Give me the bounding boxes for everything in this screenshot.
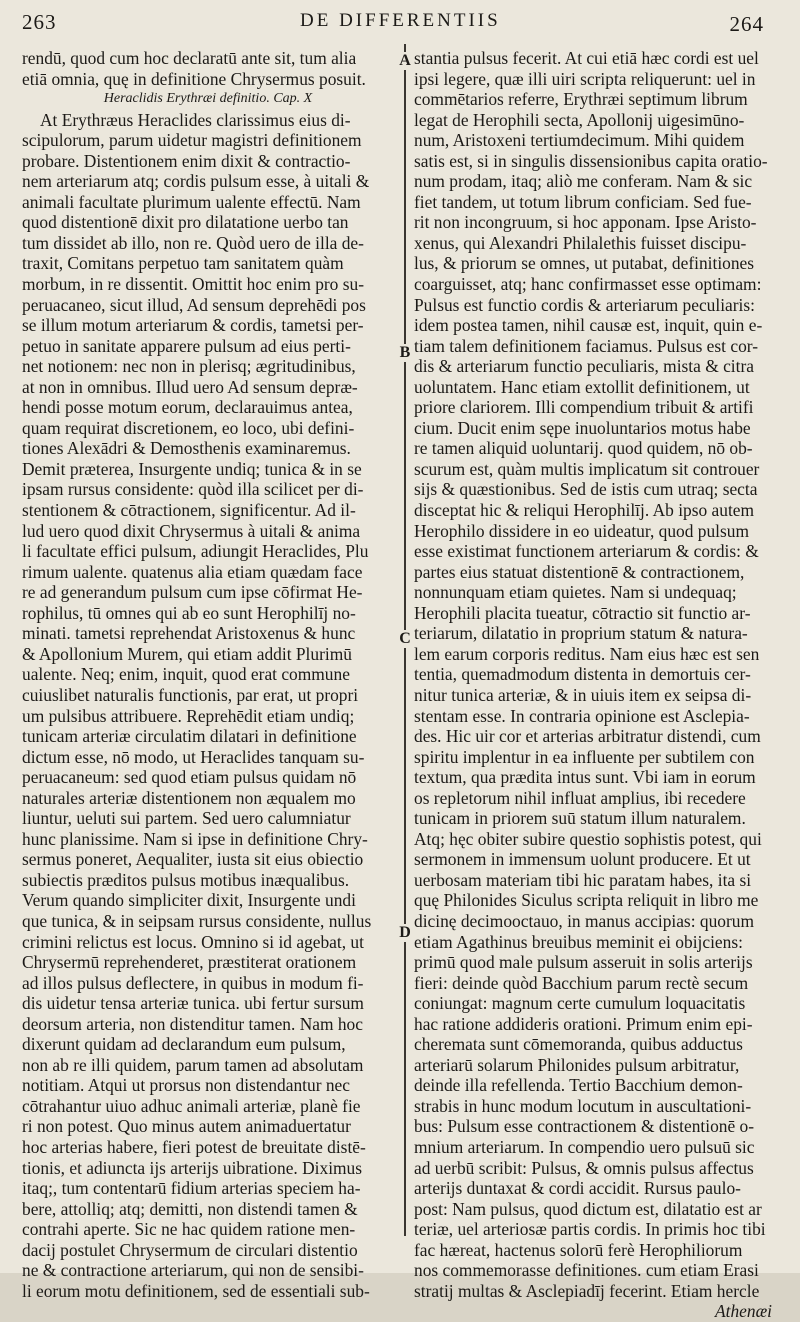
text-line: cium. Ducit enim sępe inuoluntarios motus habe [414, 417, 751, 438]
text-line: animali facultate plurimum ualente effectū. Nam [22, 191, 361, 212]
page-number-right: 264 [729, 12, 764, 36]
text-line: hac ratione addideris orationi. Primum enim epi- [414, 1013, 753, 1034]
text-line: lem earum corporis reditus. Nam eius hæc est sen [414, 643, 760, 664]
text-line: strabis in hunc modum locutum in auscultationi- [414, 1095, 752, 1116]
text-line: Herophilo dissidere in eo uideatur, quod pulsum [414, 520, 749, 541]
text-line: post: Nam pulsus, quod dictum est, dilatatio est ar [414, 1198, 762, 1219]
text-line: subiectis præditos pulsus motibus inæqualibus. [22, 869, 350, 890]
text-line: re ad generandum pulsum cum ipse cōfirmat He- [22, 582, 363, 603]
text-line: commētarios referre, Erythræi septimum librum [414, 89, 748, 110]
text-line: arterijs duntaxat & cordi accidit. Rursus paulo- [414, 1178, 741, 1199]
text-line: traxit, Comitans perpetuo tam sanitatem quàm [22, 253, 344, 274]
text-line: tunicam arteriæ circulatim dilatari in definitione [22, 726, 357, 747]
left-column [22, 48, 394, 1301]
text-line: non ab re illi quidem, parum tamen ad absolutam [22, 1054, 364, 1075]
text-line: li facultate effici pulsum, adiungit Heraclides, Plu [22, 541, 369, 562]
text-line: Atq; hęc obiter subire questio sophistis potest, qui [414, 828, 762, 849]
text-line: peruacaneo, sicut illud, Ad sensum deprehēdi pos [22, 294, 366, 315]
text-line: hendi posse motum eorum, declarauimus antea, [22, 397, 353, 418]
text-line: rendū, quod cum hoc declaratū ante sit, tum alia [22, 48, 357, 68]
text-line: tionis, et adiuncta ijs arterijs uibratione. Diximus [22, 1157, 363, 1178]
text-line: rit non incongruum, si hoc apponam. Ipse Aristo- [414, 212, 757, 233]
text-line: etiā omnia, quę in definitione Chrysermus posuit. [22, 68, 366, 89]
text-line: dacij postulet Chrysermum de circulari distentio [22, 1239, 358, 1260]
margin-letter-b: B [396, 344, 414, 362]
text-line: nonnunquam etiam quietes. Nam si undequaq; [414, 582, 737, 603]
text-line: lus, & priorum se omnes, ut putabat, definitiones [414, 253, 755, 274]
text-line: stentionem & cōtractionem, significentur. Ad il- [22, 500, 356, 521]
text-line: crimini relictus est locus. Omnino si id agebat, ut [22, 931, 364, 952]
text-line: contrahi aperte. Sic ne hac quidem ratione men- [22, 1219, 356, 1240]
text-line: spiritu implentur in ea influente per subtilem con [414, 746, 755, 767]
text-line: disceptat hic & reliqui Herophilīj. Ab ipso autem [414, 500, 755, 521]
text-line: rophilus, tū omnes qui ab eo sunt Herophilīj no- [22, 602, 356, 623]
text-line: tunicam in priorem suū statum illum naturalem. [414, 808, 746, 829]
text-line: tentia, quemadmodum distenta in demortuis cer- [414, 664, 751, 685]
text-line: nem arteriarum atq; cordis pulsum esse, à uitali & [22, 171, 370, 192]
text-line: re tamen aliquid uoluntarij. quod quidem, nō ob- [414, 438, 753, 459]
text-line: deinde illa refellenda. Tertio Bacchium demon- [414, 1075, 743, 1096]
text-line: tiones Alexādri & Demosthenis examinaremus. [22, 438, 351, 459]
text-line: num, Aristoxeni tertiumdecimum. Mihi quidem [414, 130, 745, 151]
text-line: probare. Distentionem enim dixit & contractio- [22, 150, 351, 171]
text-line: stratij multas & Asclepiadīj fecerint. Etiam hercle [414, 1280, 760, 1301]
text-line: Pulsus est functio cordis & arteriarum peculiaris: [414, 294, 755, 315]
text-line: teriarum, dilatatio in proprium statum & natura- [414, 623, 748, 644]
text-line: petuo in sanitate apparere pulsum ad eius perti- [22, 335, 351, 356]
text-line: liuntur, ueluti sui partem. Sed uero calumniatur [22, 808, 351, 829]
text-line: sermonem in immensum uolunt producere. Et ut [414, 849, 751, 870]
text-line: ri non potest. Quo minus autem animaduertatur [22, 1116, 351, 1137]
text-line: um pulsibus attribuere. Reprehēdit etiam undiq; [22, 705, 355, 726]
text-line: quam requirat discretionem, eo loco, ubi defini- [22, 417, 355, 438]
margin-letter-c: C [396, 630, 414, 648]
text-line: mnium arteriarum. In compendio uero pulsuū sic [414, 1136, 755, 1157]
text-line: bus: Pulsum esse contractionem & distentionē o- [414, 1116, 755, 1137]
text-line: li eorum motu definitionem, sed de essentiali sub- [22, 1280, 370, 1301]
text-line: lud uero quod dixit Chrysermus à uitali & anima [22, 520, 361, 541]
running-title: DE DIFFERENTIIS [300, 10, 501, 31]
text-line: teriæ, uel arteriosæ partis cordis. In primis hoc tibi [414, 1219, 766, 1240]
text-line: ipsi legere, quæ illi uiri scripta reliquerunt: uel in [414, 68, 756, 89]
text-line: peruacaneum: sed quod etiam pulsus quidam nō [22, 767, 357, 788]
text-line: uoluntatem. Hanc etiam extollit definitionem, ut [414, 376, 750, 397]
text-line: se illum motum arteriarum & cordis, tametsi per- [22, 315, 364, 336]
text-line: quę Philonides Siculus scripta reliquit in libro me [414, 890, 759, 911]
text-line: nitur tunica arteriæ, & in uiuis item ex seipsa di- [414, 684, 752, 705]
text-line: satis est, si in singulis dissensionibus capita oratio- [414, 150, 768, 171]
text-line: cōtrahantur uiuo adhuc animali arteriæ, planè fie [22, 1095, 361, 1116]
text-line: ne & contractione arteriarum, qui non de sensibi- [22, 1260, 364, 1281]
text-line: fieri: deinde quòd Bacchium parum rectè secum [414, 972, 749, 993]
text-line: Herophili placita tueatur, cōtractio sit functio ar- [414, 602, 751, 623]
text-line: At Erythræus Heraclides clarissimus eius di- [40, 109, 351, 130]
text-line: nos commemorasse definitiones. cum etiam Erasi [414, 1260, 759, 1281]
text-line: xenus, qui Alexandri Philalethis fuisset discipu- [414, 232, 747, 253]
text-line: dicinę decimooctauo, in manus accipias: quorum [414, 910, 754, 931]
text-line: notitiam. Atqui ut prorsus non distendantur nec [22, 1075, 350, 1096]
text-line: etiam Agathinus breuibus meminit ei obijciens: [414, 931, 743, 952]
text-line: des. Hic uir cor et arterias arbitratur distendi, cum [414, 726, 761, 747]
text-line: Demit præterea, Insurgente undiq; tunica & in se [22, 458, 362, 479]
text-line: coniungat: magnum certe cumulum loquacitatis [414, 993, 746, 1014]
text-line: ualente. Neq; enim, inquit, quod erat commune [22, 664, 350, 685]
text-line: quod distentionē dixit pro dilatatione uerbo tan [22, 212, 349, 233]
text-line: num prodam, itaq; aliò me conferam. Nam & sic [414, 171, 753, 192]
text-line: stantia pulsus fecerit. At cui etiā hæc cordi est uel [414, 48, 759, 68]
text-line: partes eius statuat distentionē & contractionem, [414, 561, 745, 582]
text-line: sermus poneret, Aequaliter, iusta sit eius obiectio [22, 849, 364, 870]
text-line: cuiuslibet naturalis functionis, par erat, ut propri [22, 684, 359, 705]
text-line: hunc planissime. Nam si ipse in definitione Chry- [22, 828, 368, 849]
margin-letter-d: D [396, 924, 414, 942]
text-line: ad illos pulsus deflectere, in quibus in modum fi- [22, 972, 364, 993]
page-header [0, 8, 800, 38]
text-line: rimum ualente. quatenus alia etiam quædam face [22, 561, 363, 582]
text-line: os repletorum nihil influat amplius, ibi recedere [414, 787, 746, 808]
text-line: itaq;, tum contentarū fidium arterias speciem ha- [22, 1178, 361, 1199]
text-line: Verum quando simpliciter dixit, Insurgente undi [22, 890, 356, 911]
text-line: legat de Herophili secta, Apollonij uigesimūno- [414, 109, 745, 130]
text-line: bere, attolliq; atq; demitti, non distendi tamen & [22, 1198, 358, 1219]
text-line: ad uerbū scribit: Pulsus, & omnis pulsus affectus [414, 1157, 754, 1178]
right-column [414, 48, 772, 1322]
text-line: que tunica, & in seipsam rursus considente, nullus [22, 910, 372, 931]
text-line: net notionem: nec non in plerisq; ægritudinibus, [22, 356, 356, 377]
text-line: cheremata sunt cōmemoranda, quibus adductus [414, 1034, 743, 1055]
text-line: hoc arterias habere, fieri potest de breuitate distē- [22, 1136, 366, 1157]
text-line: tiam talem definitionem faciamus. Pulsus est cor- [414, 335, 758, 356]
text-line: fiet tandem, ut totum librum conficiam. Sed fue- [414, 191, 752, 212]
text-line: dixerunt quidam ad declarandum eum pulsum, [22, 1034, 346, 1055]
text-line: uerbosam materiam tibi hic paratam habes, ita si [414, 869, 752, 890]
text-line: Chrysermū reprehenderet, præstiterat orationem [22, 952, 357, 973]
text-line: scurum est, quàm multis implicatum sit controuer [414, 458, 760, 479]
text-line: arteriarū solarum Philonides pulsum arbitratur, [414, 1054, 740, 1075]
text-line: ipsam rursus considente: quòd illa scilicet per di- [22, 479, 364, 500]
text-line: sijs & quæstionibus. Sed de istis cum utraq; secta [414, 479, 758, 500]
margin-letter-a: A [396, 52, 414, 70]
text-line: textum, qua prædita intus sunt. Vbi iam in eorum [414, 767, 756, 788]
text-line: dictum esse, nō modo, ut Heraclides tanquam su- [22, 746, 365, 767]
text-line: tum dissidet ab illo, non re. Quòd uero de illa de- [22, 232, 364, 253]
text-line: primū quod male pulsum asseruit in solis arterijs [414, 952, 753, 973]
text-line: stentam esse. In contraria opinione est Asclepia- [414, 705, 750, 726]
text-line: at non in omnibus. Illud uero Ad sensum depræ- [22, 376, 358, 397]
text-line: minati. tametsi reprehendat Aristoxenus & hunc [22, 623, 356, 644]
text-line: esse existimat functionem arteriarum & cordis: & [414, 541, 759, 562]
text-line: morbum, in re dissentit. Omittit hoc enim pro su- [22, 274, 364, 295]
text-line: dis & arteriarum functio peculiaris, mista & citra [414, 356, 754, 377]
chapter-heading: Heraclidis Erythræi definitio. Cap. X [103, 91, 313, 107]
text-line: naturales arteriæ distentionem non æqualem mo [22, 787, 356, 808]
page-number-left: 263 [22, 10, 57, 34]
text-line: & Apollonium Murem, qui etiam addit Plurimū [22, 643, 352, 664]
text-line: scipulorum, parum uidetur magistri definitionem [22, 130, 362, 151]
text-line: deorsum arteria, non distenditur tamen. Nam hoc [22, 1013, 363, 1034]
text-line: priore clariorem. Illi compendium tribuit & artifi [414, 397, 754, 418]
catchword: Athenæi [715, 1301, 772, 1322]
text-line: fac hæreat, hactenus solorū ferè Herophiliorum [414, 1239, 743, 1260]
text-line: coarguisset, atq; hanc confirmasset esse optimam: [414, 274, 762, 295]
text-line: dis uidetur tensa arteriæ tunica. ubi fertur sursum [22, 993, 364, 1014]
text-line: idem postea tamen, nihil causæ est, inquit, quin e- [414, 315, 763, 336]
